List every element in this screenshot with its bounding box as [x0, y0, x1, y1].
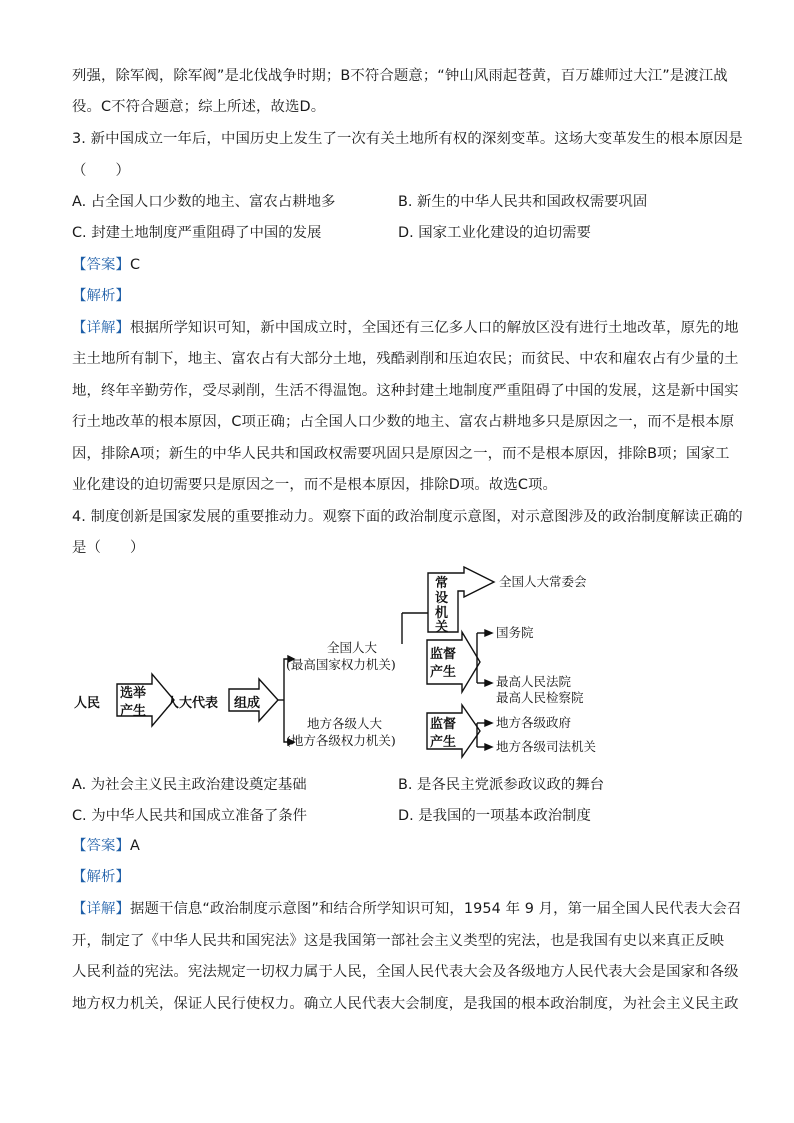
supervise-label-2: 监督: [430, 717, 457, 732]
political-system-diagram: [72, 565, 632, 760]
state-council-label: 国务院: [496, 625, 534, 640]
q3-option-b: B. 新生的中华人民共和国政权需要巩固: [398, 194, 648, 210]
diagram-svg: [72, 565, 632, 760]
standing-committee-label: 全国人大常委会: [499, 574, 587, 589]
question-3-bracket: （ ）: [72, 163, 130, 179]
deputies-label: 人大代表: [166, 696, 219, 711]
q4-option-b: B. 是各民主党派参政议政的舞台: [398, 777, 605, 793]
q4-option-a: A. 为社会主义民主政治建设奠定基础: [72, 777, 307, 793]
q3-option-d: D. 国家工业化建设的迫切需要: [398, 225, 591, 241]
q3-option-a: A. 占全国人口少数的地主、富农占耕地多: [72, 194, 336, 210]
answer-value: C: [129, 257, 141, 273]
elect-label: 选举: [120, 686, 147, 701]
produce-label-1: 产生: [430, 665, 457, 680]
q4-detail-line: 地方权力机关，保证人民行使权力。确立人民代表大会制度，是我国的根本政治制度，为社会主义民主政: [72, 996, 739, 1012]
detail-tag: 【详解】: [72, 901, 130, 917]
elect-label: 产生: [120, 704, 147, 719]
answer-value: A: [129, 838, 140, 854]
people-label: 人民: [74, 696, 101, 711]
q3-analysis-tag: 【解析】: [72, 288, 130, 304]
standing-char: 常: [435, 576, 449, 591]
q4-analysis-tag: 【解析】: [72, 869, 130, 885]
q4-answer: [72, 836, 140, 856]
answer-tag: 【答案】: [72, 257, 130, 273]
q3-detail-line: 业化建设的迫切需要只是原因之一，而不是根本原因，排除D项。故选C项。: [72, 477, 558, 493]
local-gov-label: 地方各级政府: [496, 715, 572, 730]
npc-subtitle: (最高国家权力机关): [286, 657, 396, 672]
supreme-procuratorate-label: 最高人民检察院: [496, 690, 584, 705]
question-3-stem: 3. 新中国成立一年后，中国历史上发生了一次有关土地所有权的深刻变革。这场大变革发生的根本原因是: [72, 131, 743, 147]
text-line: 役。C不符合题意；综上所述，故选D。: [72, 99, 326, 115]
q4-detail-line: 开，制定了《中华人民共和国宪法》这是我国第一部社会主义类型的宪法，也是我国有史以来真正反映: [72, 933, 725, 949]
supervise-arrow-1: [427, 632, 480, 692]
standing-char: 关: [435, 620, 449, 635]
q3-answer: [72, 255, 140, 275]
q3-option-c: C. 封建土地制度严重阻碍了中国的发展: [72, 225, 322, 241]
supervise-label-1: 监督: [430, 647, 457, 662]
answer-tag: 【答案】: [72, 838, 130, 854]
q3-detail-line: 主土地所有制下，地主、富农占有大部分土地，残酷剥削和压迫农民；而贫民、中农和雇农占有少量的土: [72, 351, 739, 367]
local-congress-subtitle: (地方各级权力机关): [286, 733, 396, 748]
q3-detail-line: 地，终年辛勤劳作，受尽剥削，生活不得温饱。这种封建土地制度严重阻碍了中国的发展，这是新中国实: [72, 383, 739, 399]
local-congress-label: 地方各级人大: [307, 716, 383, 731]
local-judicial-label: 地方各级司法机关: [496, 739, 597, 754]
text-line: 列强，除军阀，除军阀”是北伐战争时期；B不符合题意；“钟山风雨起苍黄，百万雄师过大江”是渡江战: [72, 68, 728, 84]
question-4-stem: 4. 制度创新是国家发展的重要推动力。观察下面的政治制度示意图，对示意图涉及的政治制度解读正确的: [72, 509, 743, 525]
q3-detail-line: 因，排除A项；新生的中华人民共和国政权需要巩固只是原因之一，而不是根本原因，排除B项；国家工: [72, 446, 730, 462]
question-4-stem-end: 是（ ）: [72, 540, 145, 556]
npc-label: 全国人大: [327, 640, 378, 655]
form-label: 组成: [234, 696, 261, 711]
q4-option-c: C. 为中华人民共和国成立准备了条件: [72, 808, 308, 824]
q4-option-d: D. 是我国的一项基本政治制度: [398, 808, 591, 824]
standing-char: 机: [435, 606, 449, 621]
detail-tag: 【详解】: [72, 320, 130, 336]
produce-label-2: 产生: [430, 735, 457, 750]
q4-detail-line: 【详解】据题干信息“政治制度示意图”和结合所学知识可知，1954 年 9 月，第一届全国人民代表大会召: [72, 901, 742, 917]
standing-char: 设: [435, 591, 449, 606]
q4-detail-line: 人民利益的宪法。宪法规定一切权力属于人民，全国人民代表大会及各级地方人民代表大会是国家和各级: [72, 964, 739, 980]
supreme-court-label: 最高人民法院: [496, 674, 572, 689]
q3-detail-line: 【详解】根据所学知识可知，新中国成立时，全国还有三亿多人口的解放区没有进行土地改革，原先的地: [72, 320, 739, 336]
q3-detail-line: 行土地改革的根本原因，C项正确；占全国人口少数的地主、富农占耕地多只是原因之一，而不是根本原: [72, 414, 735, 430]
